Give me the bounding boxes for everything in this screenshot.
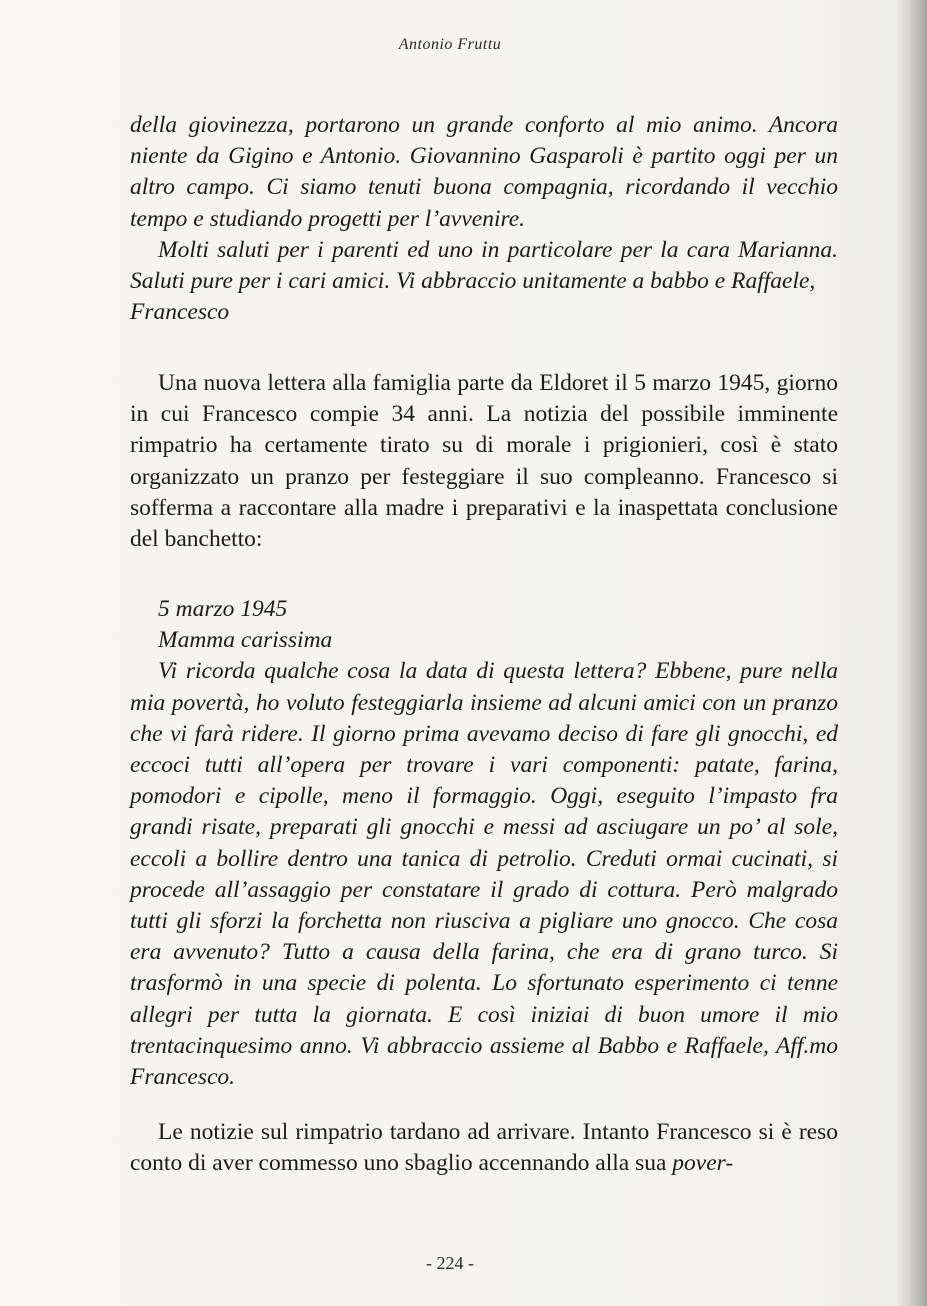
narrative-paragraph xyxy=(130,368,838,555)
letter-paragraph: Molti saluti per i parenti ed uno in particolare per la cara Marianna. Saluti pure per i cari amici. Vi abbraccio unitamente a babbo e Raffaele, xyxy=(130,236,838,295)
body-paragraph: Una nuova lettera alla famiglia parte da Eldoret il 5 marzo 1945, giorno in cui Francesco compie 34 anni. La notizia del possibile imminente rimpatrio ha certamente tirato su di morale i prigionieri, così è stato organizzato un pranzo per festeggiare il suo compleanno. Francesco si sofferma a raccontare alla madre i preparativi e la inaspettata conclusione del banchetto: xyxy=(130,370,838,553)
letter-date: 5 marzo 1945 xyxy=(158,596,288,622)
quoted-letter xyxy=(130,594,838,1093)
letter-body: Vi ricorda qualche cosa la data di questa lettera? Ebbene, pure nella mia povertà, ho voluto festeggiarla insieme ad alcuni amici con un pranzo che vi farà ridere. Il giorno prima avevamo deciso di fare gli gnocchi, ed eccoci tutti all’opera per trovare i vari componenti: patate, farina, pomodori e cipolle, meno il formaggio. Oggi, eseguito l’impasto fra grandi risate, preparati gli gnocchi e messi ad asciugare un po’ al sole, eccoli a bollire dentro una tanica di petrolio. Creduti ormai cucinati, si procede all’assaggio per constatare il grado di cottura. Però malgrado tutti gli sforzi la forchetta non riusciva a pigliare uno gnocco. Che cosa era avvenuto? Tutto a causa della farina, che era di grano turco. Si trasformò in una specie di polenta. Lo sfortunato esperimento ci tenne allegri per tutta la giornata. E così iniziai di buon umore il mio trentacinquesimo anno. Vi abbraccio assieme al Babbo e Raffaele, Aff.mo Francesco. xyxy=(130,658,838,1091)
letter-signature: Francesco xyxy=(130,299,230,326)
body-text: Le notizie sul rimpatrio tardano ad arrivare. Intanto Francesco si è reso conto di aver commesso uno sbaglio accennando alla sua xyxy=(130,1119,838,1177)
letter-salutation: Mamma carissima xyxy=(158,627,333,654)
running-head: Antonio Fruttu xyxy=(398,36,502,53)
italic-word: pover- xyxy=(672,1150,734,1177)
letter-paragraph: della giovinezza, portarono un grande conforto al mio animo. Ancora niente da Gigino e Antonio. Giovannino Gasparoli è partito oggi per un altro campo. Ci siamo tenuti buona compagnia, ricordando il vecchio tempo e studiando progetti per l’avvenire. xyxy=(130,112,838,232)
letter-continuation xyxy=(130,110,838,328)
page-number: - 224 - xyxy=(426,1253,474,1273)
page-edge-shadow xyxy=(897,0,927,1306)
narrative-paragraph-2 xyxy=(130,1117,838,1179)
body-paragraph xyxy=(130,1117,838,1179)
